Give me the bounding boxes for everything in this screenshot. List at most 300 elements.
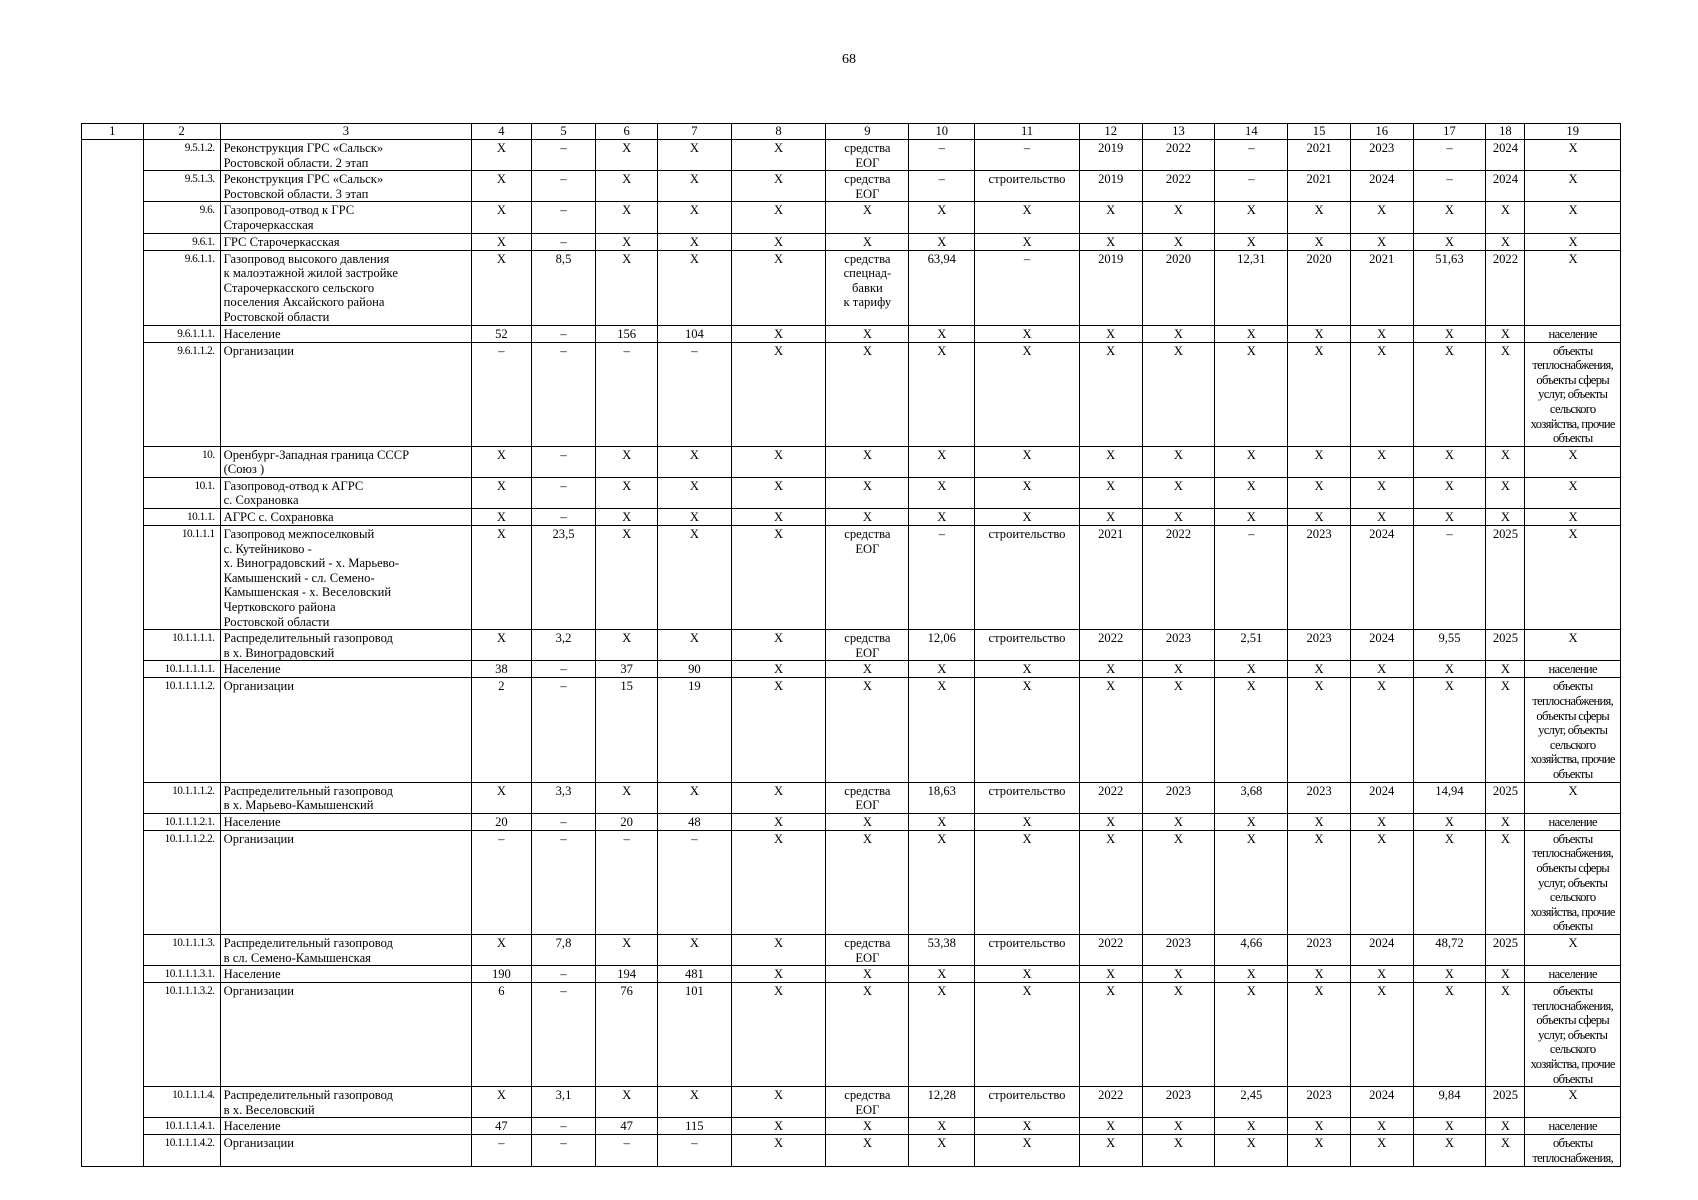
value-cell: 4,66 bbox=[1215, 934, 1288, 965]
value-cell: 104 bbox=[657, 325, 731, 342]
value-cell: 2025 bbox=[1486, 526, 1525, 630]
value-cell: Х bbox=[1486, 983, 1525, 1087]
object-name-cell: ГРС Старочеркасская bbox=[220, 233, 472, 250]
value-cell: – bbox=[657, 342, 731, 446]
value-cell: Х bbox=[1486, 813, 1525, 830]
value-cell: Х bbox=[826, 966, 909, 983]
value-cell: строительство bbox=[975, 171, 1080, 202]
value-cell: Х bbox=[657, 233, 731, 250]
consumer-category-cell: Х bbox=[1525, 233, 1621, 250]
consumer-category-cell: население bbox=[1525, 966, 1621, 983]
value-cell: Х bbox=[1079, 509, 1142, 526]
value-cell: Х bbox=[1142, 342, 1215, 446]
value-cell: 20 bbox=[472, 813, 532, 830]
value-cell: Х bbox=[1413, 509, 1486, 526]
value-cell: Х bbox=[1413, 1135, 1486, 1166]
value-cell: 8,5 bbox=[531, 250, 596, 325]
row-number-cell: 10.1.1.1.2. bbox=[143, 782, 220, 813]
value-cell: Х bbox=[1288, 446, 1351, 477]
table-row bbox=[82, 509, 1621, 526]
table-row bbox=[82, 140, 1621, 171]
table-body bbox=[82, 124, 1621, 1167]
value-cell: Х bbox=[1079, 1118, 1142, 1135]
value-cell: – bbox=[1413, 140, 1486, 171]
value-cell: – bbox=[975, 140, 1080, 171]
consumer-category-cell: Х bbox=[1525, 446, 1621, 477]
value-cell: Х bbox=[1079, 342, 1142, 446]
value-cell: Х bbox=[1350, 477, 1413, 508]
value-cell: Х bbox=[1079, 678, 1142, 782]
consumer-category-cell: Х bbox=[1525, 140, 1621, 171]
consumer-category-cell: Х bbox=[1525, 509, 1621, 526]
value-cell: 6 bbox=[472, 983, 532, 1087]
value-cell: Х bbox=[1413, 233, 1486, 250]
value-cell: Х bbox=[472, 171, 532, 202]
table-row bbox=[82, 446, 1621, 477]
value-cell: Х bbox=[1413, 661, 1486, 678]
value-cell: Х bbox=[1288, 233, 1351, 250]
consumer-category-cell: население bbox=[1525, 1118, 1621, 1135]
value-cell: 23,5 bbox=[531, 526, 596, 630]
value-cell: 3,2 bbox=[531, 630, 596, 661]
column-1-merged-cell bbox=[82, 140, 144, 1167]
value-cell: – bbox=[531, 1118, 596, 1135]
value-cell: Х bbox=[1215, 325, 1288, 342]
value-cell: Х bbox=[1288, 661, 1351, 678]
table-row bbox=[82, 233, 1621, 250]
value-cell: Х bbox=[1142, 233, 1215, 250]
value-cell: Х bbox=[731, 782, 825, 813]
row-number-cell: 10.1.1.1.1.1. bbox=[143, 661, 220, 678]
value-cell: Х bbox=[731, 1135, 825, 1166]
value-cell: 2023 bbox=[1288, 782, 1351, 813]
object-name-cell: Распределительный газопровод в х. Марьево-Камышенский bbox=[220, 782, 472, 813]
value-cell: Х bbox=[1413, 983, 1486, 1087]
value-cell: Х bbox=[1215, 966, 1288, 983]
value-cell: 9,55 bbox=[1413, 630, 1486, 661]
value-cell: Х bbox=[1288, 509, 1351, 526]
value-cell: 12,28 bbox=[909, 1087, 975, 1118]
row-number-cell: 9.6.1. bbox=[143, 233, 220, 250]
object-name-cell: Организации bbox=[220, 342, 472, 446]
value-cell: Х bbox=[1486, 1135, 1525, 1166]
consumer-category-cell: население bbox=[1525, 325, 1621, 342]
value-cell: 2023 bbox=[1288, 1087, 1351, 1118]
value-cell: – bbox=[531, 661, 596, 678]
value-cell: Х bbox=[1288, 477, 1351, 508]
column-number-18: 18 bbox=[1486, 124, 1525, 140]
value-cell: Х bbox=[909, 678, 975, 782]
value-cell: 2025 bbox=[1486, 1087, 1525, 1118]
column-number-16: 16 bbox=[1350, 124, 1413, 140]
consumer-category-cell: Х bbox=[1525, 934, 1621, 965]
value-cell: Х bbox=[1215, 678, 1288, 782]
value-cell: Х bbox=[909, 1135, 975, 1166]
value-cell: Х bbox=[472, 630, 532, 661]
value-cell: Х bbox=[731, 1087, 825, 1118]
consumer-category-cell: объекты теплоснабжения, объекты сферы услуг, объекты сельского хозяйства, прочие объекты bbox=[1525, 830, 1621, 934]
column-number-2: 2 bbox=[143, 124, 220, 140]
value-cell: Х bbox=[1350, 830, 1413, 934]
value-cell: Х bbox=[1215, 661, 1288, 678]
value-cell: Х bbox=[1215, 1118, 1288, 1135]
value-cell: Х bbox=[731, 934, 825, 965]
consumer-category-cell: Х bbox=[1525, 630, 1621, 661]
value-cell: Х bbox=[1486, 446, 1525, 477]
value-cell: Х bbox=[472, 202, 532, 233]
value-cell: Х bbox=[731, 250, 825, 325]
value-cell: Х bbox=[1413, 202, 1486, 233]
value-cell: – bbox=[531, 983, 596, 1087]
object-name-cell: Газопровод высокого давления к малоэтажной жилой застройке Старочеркасского сельского поселения Аксайского района Ростовской области bbox=[220, 250, 472, 325]
value-cell: Х bbox=[1486, 325, 1525, 342]
value-cell: 2024 bbox=[1350, 934, 1413, 965]
value-cell: Х bbox=[1142, 678, 1215, 782]
value-cell: – bbox=[531, 202, 596, 233]
value-cell: Х bbox=[657, 630, 731, 661]
value-cell: 2024 bbox=[1486, 140, 1525, 171]
object-name-cell: Организации bbox=[220, 830, 472, 934]
value-cell: Х bbox=[909, 342, 975, 446]
value-cell: Х bbox=[1350, 342, 1413, 446]
value-cell: Х bbox=[1288, 983, 1351, 1087]
object-name-cell: АГРС с. Сохрановка bbox=[220, 509, 472, 526]
value-cell: – bbox=[531, 477, 596, 508]
value-cell: Х bbox=[731, 830, 825, 934]
value-cell: Х bbox=[472, 477, 532, 508]
table-row bbox=[82, 1135, 1621, 1166]
row-number-cell: 10.1.1.1.3. bbox=[143, 934, 220, 965]
value-cell: 51,63 bbox=[1413, 250, 1486, 325]
value-cell: Х bbox=[1142, 661, 1215, 678]
object-name-cell: Распределительный газопровод в сл. Семено-Камышенская bbox=[220, 934, 472, 965]
object-name-cell: Население bbox=[220, 661, 472, 678]
value-cell: Х bbox=[731, 509, 825, 526]
value-cell: Х bbox=[1350, 966, 1413, 983]
value-cell: 90 bbox=[657, 661, 731, 678]
value-cell: 3,1 bbox=[531, 1087, 596, 1118]
value-cell: Х bbox=[975, 477, 1080, 508]
value-cell: Х bbox=[909, 966, 975, 983]
value-cell: 2023 bbox=[1142, 782, 1215, 813]
value-cell: Х bbox=[909, 509, 975, 526]
value-cell: – bbox=[531, 966, 596, 983]
value-cell: – bbox=[596, 830, 658, 934]
value-cell: строительство bbox=[975, 526, 1080, 630]
value-cell: – bbox=[531, 171, 596, 202]
value-cell: 2021 bbox=[1288, 171, 1351, 202]
value-cell: 481 bbox=[657, 966, 731, 983]
row-number-cell: 10.1.1.1.2.2. bbox=[143, 830, 220, 934]
value-cell: 47 bbox=[596, 1118, 658, 1135]
value-cell: средства ЕОГ bbox=[826, 934, 909, 965]
object-name-cell: Оренбург-Западная граница СССР (Союз ) bbox=[220, 446, 472, 477]
value-cell: Х bbox=[472, 233, 532, 250]
value-cell: 2024 bbox=[1350, 526, 1413, 630]
value-cell: – bbox=[909, 171, 975, 202]
value-cell: 76 bbox=[596, 983, 658, 1087]
value-cell: Х bbox=[1215, 813, 1288, 830]
value-cell: Х bbox=[731, 202, 825, 233]
value-cell: Х bbox=[1350, 813, 1413, 830]
table-row bbox=[82, 813, 1621, 830]
value-cell: Х bbox=[596, 233, 658, 250]
value-cell: 19 bbox=[657, 678, 731, 782]
value-cell: Х bbox=[975, 1118, 1080, 1135]
object-name-cell: Распределительный газопровод в х. Виноградовский bbox=[220, 630, 472, 661]
value-cell: Х bbox=[1079, 966, 1142, 983]
row-number-cell: 9.6. bbox=[143, 202, 220, 233]
value-cell: Х bbox=[1142, 830, 1215, 934]
value-cell: – bbox=[657, 830, 731, 934]
value-cell: 3,3 bbox=[531, 782, 596, 813]
object-name-cell: Реконструкция ГРС «Сальск» Ростовской области. 3 этап bbox=[220, 171, 472, 202]
value-cell: Х bbox=[826, 1135, 909, 1166]
value-cell: Х bbox=[1288, 325, 1351, 342]
value-cell: 2019 bbox=[1079, 140, 1142, 171]
value-cell: – bbox=[531, 140, 596, 171]
consumer-category-cell: Х bbox=[1525, 526, 1621, 630]
table-row bbox=[82, 1118, 1621, 1135]
column-number-11: 11 bbox=[975, 124, 1080, 140]
value-cell: Х bbox=[657, 526, 731, 630]
page-number: 68 bbox=[842, 52, 856, 67]
value-cell: Х bbox=[1486, 1118, 1525, 1135]
value-cell: Х bbox=[1079, 983, 1142, 1087]
value-cell: Х bbox=[1288, 1118, 1351, 1135]
value-cell: Х bbox=[1486, 233, 1525, 250]
value-cell: Х bbox=[1288, 830, 1351, 934]
value-cell: Х bbox=[826, 446, 909, 477]
object-name-cell: Население bbox=[220, 1118, 472, 1135]
value-cell: – bbox=[531, 813, 596, 830]
column-number-19: 19 bbox=[1525, 124, 1621, 140]
object-name-cell: Население bbox=[220, 325, 472, 342]
column-number-8: 8 bbox=[731, 124, 825, 140]
value-cell: Х bbox=[826, 983, 909, 1087]
value-cell: – bbox=[531, 342, 596, 446]
value-cell: Х bbox=[1413, 477, 1486, 508]
value-cell: строительство bbox=[975, 934, 1080, 965]
object-name-cell: Организации bbox=[220, 678, 472, 782]
value-cell: Х bbox=[731, 233, 825, 250]
value-cell: – bbox=[596, 342, 658, 446]
object-name-cell: Организации bbox=[220, 983, 472, 1087]
value-cell: 2023 bbox=[1142, 630, 1215, 661]
value-cell: Х bbox=[826, 325, 909, 342]
value-cell: Х bbox=[909, 202, 975, 233]
value-cell: Х bbox=[472, 782, 532, 813]
row-number-cell: 10.1.1.1 bbox=[143, 526, 220, 630]
table-row bbox=[82, 342, 1621, 446]
value-cell: Х bbox=[731, 342, 825, 446]
value-cell: Х bbox=[1486, 830, 1525, 934]
value-cell: Х bbox=[731, 1118, 825, 1135]
value-cell: 2022 bbox=[1142, 140, 1215, 171]
table-row bbox=[82, 983, 1621, 1087]
value-cell: 2022 bbox=[1142, 171, 1215, 202]
value-cell: Х bbox=[1079, 661, 1142, 678]
value-cell: Х bbox=[1215, 233, 1288, 250]
value-cell: Х bbox=[1350, 509, 1413, 526]
value-cell: 48,72 bbox=[1413, 934, 1486, 965]
value-cell: средства спецнад- бавки к тарифу bbox=[826, 250, 909, 325]
value-cell: Х bbox=[596, 202, 658, 233]
row-number-cell: 10.1.1. bbox=[143, 509, 220, 526]
value-cell: 2025 bbox=[1486, 630, 1525, 661]
gas-program-table bbox=[81, 123, 1621, 1167]
value-cell: Х bbox=[1215, 1135, 1288, 1166]
value-cell: 101 bbox=[657, 983, 731, 1087]
value-cell: Х bbox=[1350, 678, 1413, 782]
value-cell: 47 bbox=[472, 1118, 532, 1135]
object-name-cell: Организации bbox=[220, 1135, 472, 1166]
value-cell: – bbox=[531, 446, 596, 477]
value-cell: Х bbox=[1215, 342, 1288, 446]
value-cell: Х bbox=[1142, 966, 1215, 983]
value-cell: 194 bbox=[596, 966, 658, 983]
column-number-15: 15 bbox=[1288, 124, 1351, 140]
column-number-13: 13 bbox=[1142, 124, 1215, 140]
table-row bbox=[82, 171, 1621, 202]
value-cell: 2023 bbox=[1142, 1087, 1215, 1118]
value-cell: Х bbox=[731, 171, 825, 202]
value-cell: Х bbox=[909, 233, 975, 250]
column-number-14: 14 bbox=[1215, 124, 1288, 140]
value-cell: Х bbox=[826, 813, 909, 830]
value-cell: Х bbox=[1350, 661, 1413, 678]
value-cell: Х bbox=[826, 661, 909, 678]
value-cell: строительство bbox=[975, 1087, 1080, 1118]
table-row bbox=[82, 325, 1621, 342]
value-cell: Х bbox=[657, 477, 731, 508]
value-cell: 53,38 bbox=[909, 934, 975, 965]
value-cell: Х bbox=[909, 477, 975, 508]
value-cell: Х bbox=[1413, 342, 1486, 446]
value-cell: 14,94 bbox=[1413, 782, 1486, 813]
table-row bbox=[82, 526, 1621, 630]
value-cell: Х bbox=[1142, 446, 1215, 477]
value-cell: 52 bbox=[472, 325, 532, 342]
row-number-cell: 10.1.1.1.4.1. bbox=[143, 1118, 220, 1135]
consumer-category-cell: Х bbox=[1525, 250, 1621, 325]
value-cell: Х bbox=[909, 830, 975, 934]
value-cell: – bbox=[1215, 171, 1288, 202]
value-cell: 2019 bbox=[1079, 171, 1142, 202]
value-cell: Х bbox=[731, 661, 825, 678]
value-cell: Х bbox=[1079, 813, 1142, 830]
value-cell: Х bbox=[596, 934, 658, 965]
value-cell: 2022 bbox=[1142, 526, 1215, 630]
value-cell: Х bbox=[731, 966, 825, 983]
value-cell: 2025 bbox=[1486, 934, 1525, 965]
value-cell: Х bbox=[826, 342, 909, 446]
column-number-4: 4 bbox=[472, 124, 532, 140]
value-cell: Х bbox=[975, 678, 1080, 782]
value-cell: Х bbox=[1288, 202, 1351, 233]
row-number-cell: 10.1.1.1.4.2. bbox=[143, 1135, 220, 1166]
value-cell: Х bbox=[1413, 446, 1486, 477]
value-cell: Х bbox=[472, 140, 532, 171]
value-cell: Х bbox=[1413, 325, 1486, 342]
value-cell: Х bbox=[909, 1118, 975, 1135]
value-cell: Х bbox=[596, 477, 658, 508]
value-cell: Х bbox=[657, 446, 731, 477]
column-number-12: 12 bbox=[1079, 124, 1142, 140]
value-cell: Х bbox=[1413, 813, 1486, 830]
value-cell: 2024 bbox=[1350, 171, 1413, 202]
column-number-17: 17 bbox=[1413, 124, 1486, 140]
value-cell: Х bbox=[826, 678, 909, 782]
value-cell: 2022 bbox=[1079, 1087, 1142, 1118]
value-cell: Х bbox=[1142, 983, 1215, 1087]
value-cell: Х bbox=[1350, 446, 1413, 477]
value-cell: Х bbox=[975, 509, 1080, 526]
value-cell: – bbox=[975, 250, 1080, 325]
value-cell: Х bbox=[731, 446, 825, 477]
value-cell: Х bbox=[657, 250, 731, 325]
value-cell: 2021 bbox=[1350, 250, 1413, 325]
value-cell: Х bbox=[657, 171, 731, 202]
value-cell: Х bbox=[1288, 966, 1351, 983]
value-cell: Х bbox=[1350, 1135, 1413, 1166]
value-cell: Х bbox=[1079, 477, 1142, 508]
row-number-cell: 9.6.1.1.1. bbox=[143, 325, 220, 342]
value-cell: 2020 bbox=[1288, 250, 1351, 325]
value-cell: Х bbox=[1486, 678, 1525, 782]
value-cell: Х bbox=[1215, 509, 1288, 526]
value-cell: – bbox=[531, 1135, 596, 1166]
object-name-cell: Население bbox=[220, 813, 472, 830]
value-cell: Х bbox=[1079, 325, 1142, 342]
value-cell: Х bbox=[1215, 202, 1288, 233]
value-cell: – bbox=[531, 325, 596, 342]
value-cell: 2023 bbox=[1142, 934, 1215, 965]
value-cell: Х bbox=[472, 446, 532, 477]
value-cell: Х bbox=[1142, 813, 1215, 830]
value-cell: 2024 bbox=[1486, 171, 1525, 202]
value-cell: Х bbox=[657, 782, 731, 813]
value-cell: Х bbox=[1079, 446, 1142, 477]
table-row bbox=[82, 202, 1621, 233]
value-cell: Х bbox=[1142, 509, 1215, 526]
object-name-cell: Газопровод-отвод к АГРС с. Сохрановка bbox=[220, 477, 472, 508]
row-number-cell: 10.1.1.1.1. bbox=[143, 630, 220, 661]
value-cell: Х bbox=[1142, 325, 1215, 342]
value-cell: Х bbox=[975, 446, 1080, 477]
value-cell: 2019 bbox=[1079, 250, 1142, 325]
value-cell: – bbox=[1215, 140, 1288, 171]
value-cell: Х bbox=[657, 140, 731, 171]
row-number-cell: 10.1.1.1.4. bbox=[143, 1087, 220, 1118]
value-cell: Х bbox=[826, 233, 909, 250]
value-cell: средства ЕОГ bbox=[826, 171, 909, 202]
value-cell: Х bbox=[909, 813, 975, 830]
value-cell: 7,8 bbox=[531, 934, 596, 965]
column-number-header bbox=[82, 124, 1621, 140]
value-cell: – bbox=[909, 526, 975, 630]
value-cell: Х bbox=[1142, 1118, 1215, 1135]
table-row bbox=[82, 630, 1621, 661]
value-cell: Х bbox=[975, 661, 1080, 678]
value-cell: Х bbox=[1288, 678, 1351, 782]
value-cell: – bbox=[1215, 526, 1288, 630]
value-cell: Х bbox=[731, 477, 825, 508]
value-cell: 2025 bbox=[1486, 782, 1525, 813]
value-cell: Х bbox=[975, 233, 1080, 250]
value-cell: Х bbox=[472, 509, 532, 526]
consumer-category-cell: Х bbox=[1525, 1087, 1621, 1118]
